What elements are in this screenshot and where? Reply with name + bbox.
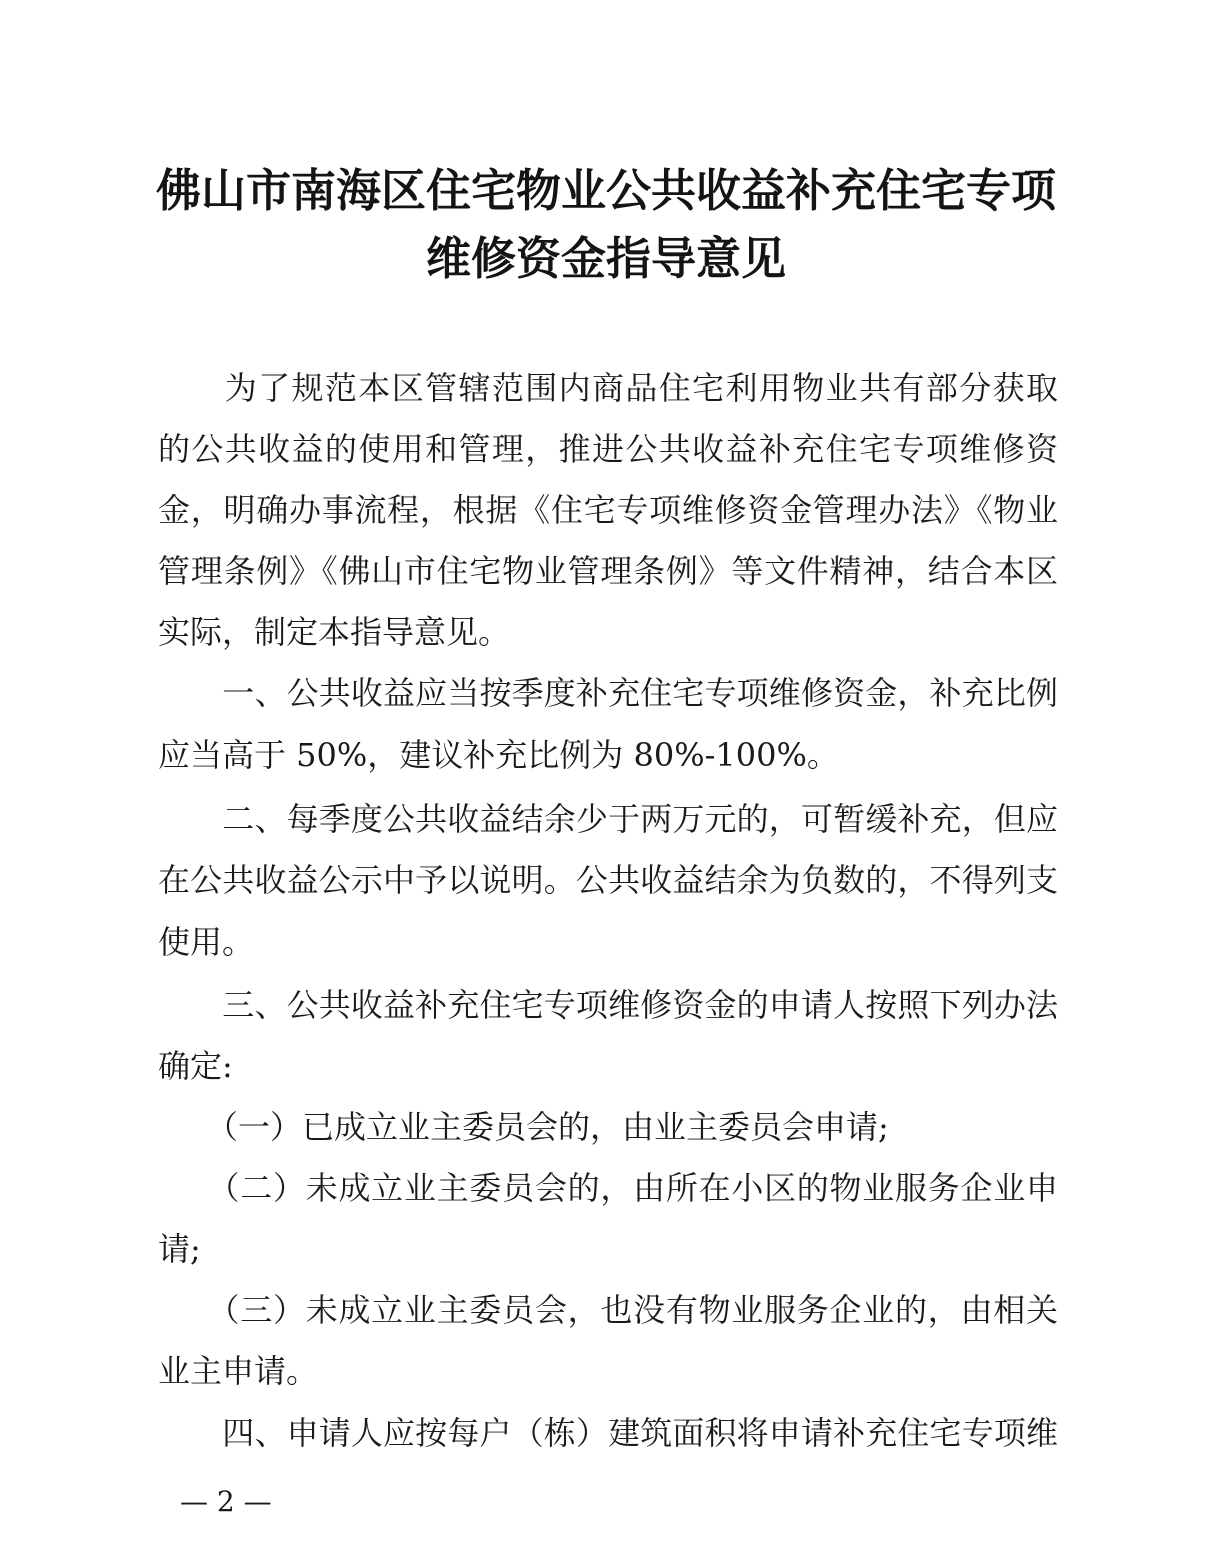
page-number: — 2 — xyxy=(180,1485,272,1518)
body-line: 在公共收益公示中予以说明。公共收益结余为负数的，不得列支 xyxy=(158,861,1058,899)
body-line: 金，明确办事流程，根据《住宅专项维修资金管理办法》《物业 xyxy=(158,491,1058,529)
body-line: 管理条例》《佛山市住宅物业管理条例》等文件精神，结合本区 xyxy=(158,552,1058,590)
body-line: 业主申请。 xyxy=(158,1352,319,1390)
body-line: 确定: xyxy=(158,1047,233,1085)
body-line: （三）未成立业主委员会，也没有物业服务企业的，由相关 xyxy=(158,1291,1058,1329)
document-title-line-2: 维修资金指导意见 xyxy=(425,232,786,285)
body-line: 请; xyxy=(158,1230,201,1268)
body-line: 使用。 xyxy=(158,923,255,961)
body-line: （一）已成立业主委员会的，由业主委员会申请; xyxy=(158,1108,889,1146)
document-title-line-1: 佛山市南海区住宅物业公共收益补充住宅专项 xyxy=(155,164,1056,217)
body-line: （二）未成立业主委员会的，由所在小区的物业服务企业申 xyxy=(158,1169,1058,1207)
body-line: 应当高于 50%，建议补充比例为 80%-100%。 xyxy=(158,736,839,774)
body-line: 实际，制定本指导意见。 xyxy=(158,613,511,651)
body-line: 为了规范本区管辖范围内商品住宅利用物业共有部分获取 xyxy=(158,369,1058,407)
body-line: 四、申请人应按每户（栋）建筑面积将申请补充住宅专项维 xyxy=(158,1414,1058,1452)
body-line: 二、每季度公共收益结余少于两万元的，可暂缓补充，但应 xyxy=(158,800,1058,838)
body-line: 三、公共收益补充住宅专项维修资金的申请人按照下列办法 xyxy=(158,986,1058,1024)
body-line: 一、公共收益应当按季度补充住宅专项维修资金，补充比例 xyxy=(158,674,1058,712)
body-line: 的公共收益的使用和管理，推进公共收益补充住宅专项维修资 xyxy=(158,430,1058,468)
